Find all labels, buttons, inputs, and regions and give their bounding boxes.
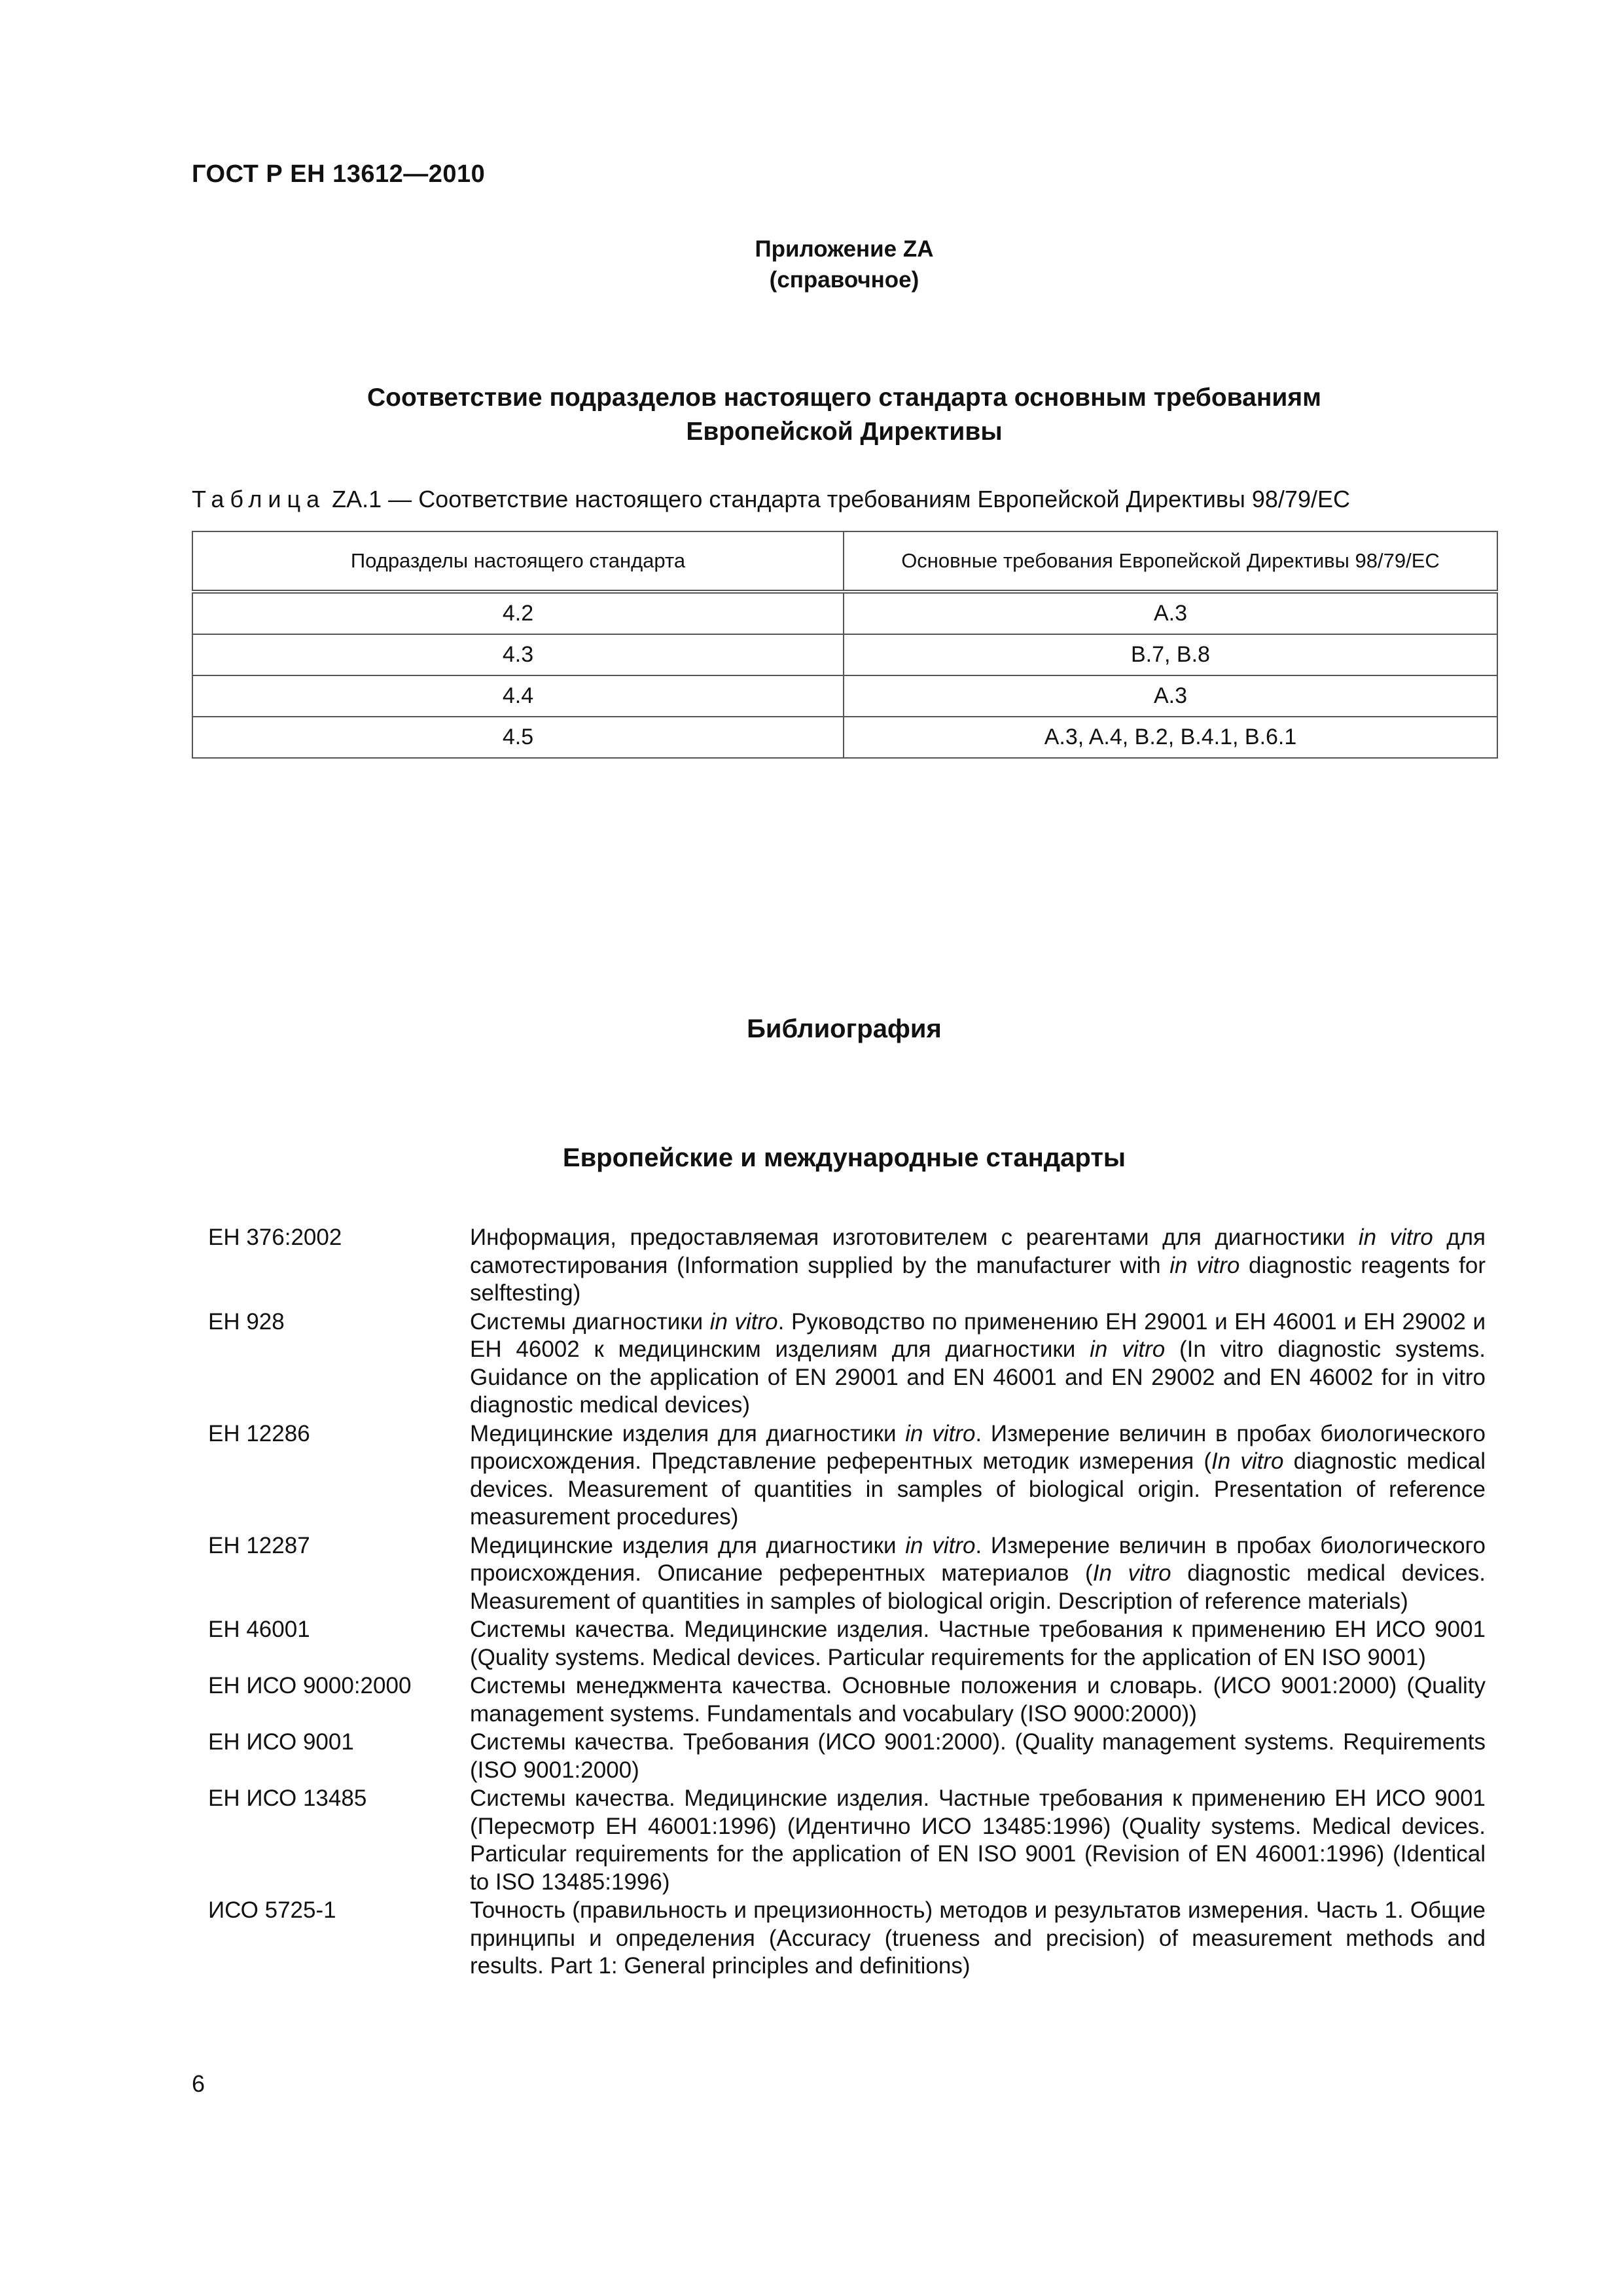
bibliography-text: Системы диагностики in vitro. Руководство по применению ЕН 29001 и ЕН 46001 и ЕН 29002 и ЕН 46002 к медицинским изделиям для диагностики in vitro (In vitro diagnostic systems. Guidance on the application of EN 29001 and EN 46001 and EN 29002 and EN 46002 for in vitro diagnostic medical devices) xyxy=(470,1308,1486,1418)
table-cell: 4.4 xyxy=(192,675,844,717)
bibliography-entry xyxy=(208,1672,1486,1728)
table-cell: A.3 xyxy=(844,592,1497,634)
bibliography-entry xyxy=(208,1308,1486,1420)
bibliography-code: ЕН 46001 xyxy=(208,1617,310,1642)
table-caption-text: ZA.1 — Соответствие настоящего стандарта требованиям Европейской Директивы 98/79/ЕС xyxy=(325,486,1350,512)
correspondence-table xyxy=(192,531,1498,759)
bibliography-list xyxy=(208,1224,1486,1981)
table-header-cell: Подразделы настоящего стандарта xyxy=(192,531,844,592)
table-row xyxy=(192,592,1497,634)
section-title-line1: Соответствие подразделов настоящего стандарта основным требованиям xyxy=(367,384,1321,412)
bibliography-entry xyxy=(208,1897,1486,1981)
bibliography-text: Медицинские изделия для диагностики in vitro. Измерение величин в пробах биологического происхождения. Представление референтных методик измерения (In vitro diagnostic medical devices. Measurement of quantities in samples of biological origin. Presentation of reference measurement procedures) xyxy=(470,1420,1486,1530)
table-cell: A.3 xyxy=(844,675,1497,717)
table-caption xyxy=(192,486,1350,513)
table-row xyxy=(192,634,1497,675)
bibliography-entry xyxy=(208,1420,1486,1532)
bibliography-code: ЕН ИСО 9000:2000 xyxy=(208,1673,412,1698)
bibliography-text: Медицинские изделия для диагностики in vitro. Измерение величин в пробах биологического происхождения. Описание референтных материалов (In vitro diagnostic medical devices. Measurement of quantities in samples of biological origin. Description of reference materials) xyxy=(470,1532,1486,1614)
annex-title: Приложение ZA xyxy=(755,236,934,262)
table-cell: B.7, B.8 xyxy=(844,634,1497,675)
table-cell: 4.5 xyxy=(192,717,844,758)
bibliography-text: Системы качества. Медицинские изделия. Частные требования к применению ЕН ИСО 9001 (Пересмотр ЕН 46001:1996) (Идентично ИСО 13485:1996) (Quality systems. Medical devices. Particular requirements for the application of EN ISO 9001 (Revision of EN 46001:1996) (Identical to ISO 13485:1996) xyxy=(470,1785,1486,1895)
bibliography-code: ЕН ИСО 9001 xyxy=(208,1729,354,1755)
bibliography-entry xyxy=(208,1532,1486,1616)
bibliography-entry xyxy=(208,1785,1486,1896)
table-header-cell: Основные требования Европейской Директивы 98/79/ЕС xyxy=(844,531,1497,592)
bibliography-title: Библиография xyxy=(747,1014,942,1043)
section-title-line2: Европейской Директивы xyxy=(686,418,1003,446)
bibliography-entry xyxy=(208,1616,1486,1672)
bibliography-code: ИСО 5725-1 xyxy=(208,1897,336,1923)
bibliography-subtitle: Европейские и международные стандарты xyxy=(562,1143,1126,1172)
bibliography-text: Системы качества. Требования (ИСО 9001:2000). (Quality management systems. Requirements (ISO 9001:2000) xyxy=(470,1729,1486,1783)
table-header-row xyxy=(192,531,1497,592)
bibliography-entry xyxy=(208,1729,1486,1784)
table-cell: 4.3 xyxy=(192,634,844,675)
table-cell: 4.2 xyxy=(192,592,844,634)
bibliography-text: Информация, предоставляемая изготовителем с реагентами для диагностики in vitro для самотестирования (Information supplied by the manufacturer with in vitro diagnostic reagents for selftesting) xyxy=(470,1225,1486,1306)
section-title xyxy=(0,381,1623,449)
bibliography-code: ЕН 376:2002 xyxy=(208,1225,342,1250)
table-row xyxy=(192,717,1497,758)
table-row xyxy=(192,675,1497,717)
table-cell: A.3, A.4, B.2, B.4.1, B.6.1 xyxy=(844,717,1497,758)
bibliography-text: Системы качества. Медицинские изделия. Частные требования к применению ЕН ИСО 9001 (Quality systems. Medical devices. Particular requirements for the application of EN ISO 9001) xyxy=(470,1617,1486,1670)
bibliography-code: ЕН 928 xyxy=(208,1308,285,1335)
bibliography-code: ЕН 12287 xyxy=(208,1532,310,1558)
bibliography-entry xyxy=(208,1224,1486,1308)
bibliography-text: Системы менеджмента качества. Основные положения и словарь. (ИСО 9001:2000) (Quality management systems. Fundamentals and vocabulary (ISO 9000:2000)) xyxy=(470,1673,1486,1727)
page-number: 6 xyxy=(192,2070,205,2097)
table-caption-label: Таблица xyxy=(192,486,326,512)
document-id: ГОСТ Р ЕН 13612—2010 xyxy=(192,160,486,188)
annex-subtitle: (справочное) xyxy=(769,267,919,293)
bibliography-code: ЕН ИСО 13485 xyxy=(208,1785,367,1811)
bibliography-text: Точность (правильность и прецизионность) методов и результатов измерения. Часть 1. Общие принципы и определения (Accuracy (trueness and precision) of measurement methods and results. Part 1: General principles and definitions) xyxy=(470,1897,1486,1979)
bibliography-code: ЕН 12286 xyxy=(208,1420,310,1446)
